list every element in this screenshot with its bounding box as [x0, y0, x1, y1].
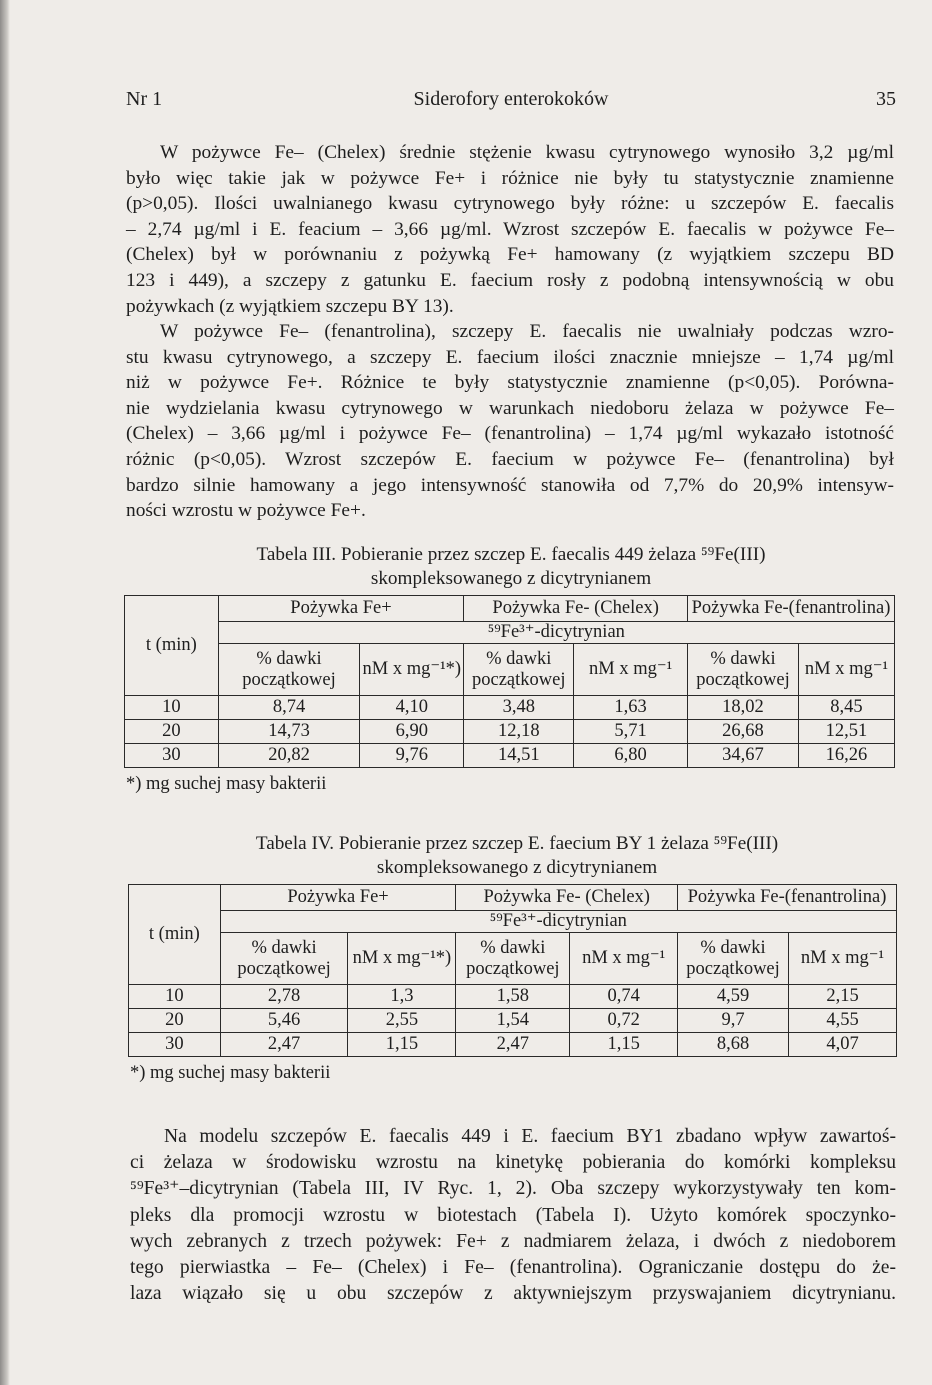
- caption-line: skompleksowanego z dicytrynianem: [376, 857, 658, 878]
- pct-dose-line: początkowej: [237, 958, 331, 979]
- table-cell: 1,15: [348, 1033, 456, 1057]
- table-cell: 4,10: [360, 696, 464, 720]
- table-cell: 5,71: [574, 720, 688, 744]
- table-cell: 26,68: [687, 720, 798, 744]
- text-line: stu kwasu cytrynowego, a szczepy E. faecium ilości znacznie mniejsze – 1,74 µg/ml: [126, 346, 894, 368]
- table-cell: 16,26: [798, 744, 894, 768]
- pct-dose-line: % dawki: [486, 648, 552, 669]
- nm-header: nM x mg⁻¹*): [360, 644, 464, 696]
- table-cell: 30: [129, 1033, 221, 1057]
- table-cell: 18,02: [687, 696, 798, 720]
- table-cell: 4,55: [789, 1009, 897, 1033]
- table-cell: 3,48: [464, 696, 574, 720]
- table-cell: 9,7: [678, 1009, 789, 1033]
- t-min-header: t (min): [125, 596, 219, 696]
- text-line: nie wydzielania kwasu cytrynowego w warunkach niedoboru żelaza w pożywce Fe–: [126, 397, 894, 419]
- pct-dose-line: % dawki: [700, 937, 766, 958]
- pct-dose-header: [456, 933, 570, 985]
- table-4-caption: [132, 832, 902, 880]
- table-cell: 2,47: [456, 1033, 570, 1057]
- complex-subtitle: ⁵⁹Fe³⁺-dicytrynian: [220, 911, 896, 933]
- table-row: [125, 720, 895, 744]
- table-cell: 10: [125, 696, 219, 720]
- pct-dose-line: początkowej: [472, 669, 566, 690]
- medium-header: Pożywka Fe+: [220, 885, 456, 911]
- issue-number: Nr 1: [126, 88, 163, 110]
- table-cell: 2,55: [348, 1009, 456, 1033]
- pct-dose-line: % dawki: [256, 648, 322, 669]
- text-line: wych zebranych z trzech pożywek: Fe+ z nadmiarem żelaza, i dwóch z niedoborem: [130, 1230, 896, 1252]
- table-row: [129, 1009, 897, 1033]
- table-cell: 4,07: [789, 1033, 897, 1057]
- table-cell: 4,59: [678, 985, 789, 1009]
- nm-header: nM x mg⁻¹*): [348, 933, 456, 985]
- text-line: ności wzrostu w pożywce Fe+.: [126, 500, 366, 522]
- text-line: W pożywce Fe– (Chelex) średnie stężenie kwasu cytrynowego wynosiło 3,2 µg/ml: [160, 142, 894, 163]
- text-line: (p>0,05). Ilości uwalnianego kwasu cytrynowego były różne: u szczepów E. faecalis: [126, 193, 894, 215]
- table-3-footnote: *) mg suchej masy bakterii: [126, 774, 327, 794]
- table-cell: 12,51: [798, 720, 894, 744]
- table-cell: 14,51: [464, 744, 574, 768]
- medium-header: Pożywka Fe+: [218, 596, 464, 622]
- running-title: Siderofory enterokoków: [413, 88, 609, 110]
- table-cell: 30: [125, 744, 219, 768]
- table-cell: 1,3: [348, 985, 456, 1009]
- pct-dose-line: % dawki: [710, 648, 776, 669]
- text-line: niż w pożywce Fe+. Różnice te były statystycznie znamienne (p<0,05). Porówna-: [126, 372, 894, 394]
- table-cell: 6,80: [574, 744, 688, 768]
- pct-dose-line: początkowej: [242, 669, 336, 690]
- text-line: było więc takie jak w pożywce Fe+ i różnice nie były tu statystycznie znamienne: [126, 167, 894, 189]
- table-cell: 5,46: [220, 1009, 348, 1033]
- medium-header: Pożywka Fe- (Chelex): [464, 596, 688, 622]
- table-cell: 2,78: [220, 985, 348, 1009]
- text-line: – 2,74 µg/ml i E. feacium – 3,66 µg/ml. Wzrost szczepów E. faecalis w pożywce Fe–: [126, 218, 894, 240]
- nm-header: nM x mg⁻¹: [798, 644, 894, 696]
- text-line: pożywkach (z wyjątkiem szczepu BY 13).: [126, 295, 454, 317]
- running-header: [126, 88, 896, 114]
- table-row: [129, 985, 897, 1009]
- table-cell: 6,90: [360, 720, 464, 744]
- body-paragraph-2: [126, 319, 894, 524]
- table-cell: 14,73: [218, 720, 360, 744]
- pct-dose-header: [218, 644, 360, 696]
- text-line: laza wiązało się u obu szczepów z aktywniejszym przyswajaniem dicytrynianu.: [130, 1283, 896, 1305]
- table-cell: 34,67: [687, 744, 798, 768]
- text-line: (Chelex) był w porównaniu z pożywką Fe+ hamowany (z wyjątkiem szczepu BD: [126, 244, 894, 266]
- pct-dose-header: [687, 644, 798, 696]
- table-row: [125, 696, 895, 720]
- text-line: tego pierwiastka – Fe– (Chelex) i Fe– (fenantrolina). Ograniczanie dostępu do że-: [130, 1257, 896, 1279]
- table-cell: 20: [125, 720, 219, 744]
- pct-dose-header: [678, 933, 789, 985]
- page-binding-shadow: [0, 0, 10, 1385]
- text-line: różnic (p<0,05). Wzrost szczepów E. faecium w pożywce Fe– (fenantrolina) był: [126, 448, 894, 470]
- table-cell: 10: [129, 985, 221, 1009]
- table-cell: 2,15: [789, 985, 897, 1009]
- pct-dose-line: początkowej: [686, 958, 780, 979]
- table-cell: 9,76: [360, 744, 464, 768]
- table-cell: 8,68: [678, 1033, 789, 1057]
- table-cell: 12,18: [464, 720, 574, 744]
- table-row: [129, 1033, 897, 1057]
- table-cell: 1,54: [456, 1009, 570, 1033]
- pct-dose-line: początkowej: [466, 958, 560, 979]
- text-line: Na modelu szczepów E. faecalis 449 i E. faecium BY1 zbadano wpływ zawartoś-: [164, 1126, 896, 1147]
- caption-line: Tabela IV. Pobieranie przez szczep E. faecium BY 1 żelaza ⁵⁹Fe(III): [255, 833, 779, 854]
- body-paragraph-1: [126, 140, 894, 319]
- page-number: 35: [876, 88, 896, 110]
- text-line: ⁵⁹Fe³⁺–dicytrynian (Tabela III, IV Ryc. 1, 2). Oba szczepy wykorzystywały ten kom-: [130, 1178, 896, 1200]
- text-line: 123 i 449), a szczepy z gatunku E. faecium rosły z podobną intensywnością w obu: [126, 269, 894, 291]
- pct-dose-line: początkowej: [696, 669, 790, 690]
- nm-header: nM x mg⁻¹: [570, 933, 678, 985]
- table-cell: 1,15: [570, 1033, 678, 1057]
- table-4-footnote: *) mg suchej masy bakterii: [130, 1063, 331, 1083]
- t-min-header: t (min): [129, 885, 221, 985]
- caption-line: Tabela III. Pobieranie przez szczep E. faecalis 449 żelaza ⁵⁹Fe(III): [256, 544, 766, 565]
- pct-dose-line: % dawki: [480, 937, 546, 958]
- table-cell: 1,58: [456, 985, 570, 1009]
- table-cell: 8,74: [218, 696, 360, 720]
- pct-dose-header: [464, 644, 574, 696]
- text-line: (Chelex) – 3,66 µg/ml i pożywce Fe– (fenantrolina) – 1,74 µg/ml wykazało istotność: [126, 423, 894, 445]
- table-cell: 2,47: [220, 1033, 348, 1057]
- nm-header: nM x mg⁻¹: [574, 644, 688, 696]
- body-paragraph-3: [130, 1124, 896, 1307]
- text-line: bardzo silnie hamowany a jego intensywność stanowiła od 7,7% do 20,9% intensyw-: [126, 474, 894, 496]
- medium-header: Pożywka Fe-(fenantrolina): [687, 596, 894, 622]
- pct-dose-header: [220, 933, 348, 985]
- table-cell: 0,72: [570, 1009, 678, 1033]
- complex-subtitle: ⁵⁹Fe³⁺-dicytrynian: [218, 622, 894, 644]
- table-row: [125, 744, 895, 768]
- text-line: ci żelaza w środowisku wzrostu na kinetykę pobierania do komórki kompleksu: [130, 1152, 896, 1174]
- medium-header: Pożywka Fe-(fenantrolina): [678, 885, 897, 911]
- table-cell: 8,45: [798, 696, 894, 720]
- medium-header: Pożywka Fe- (Chelex): [456, 885, 678, 911]
- table-3-caption: [126, 543, 896, 591]
- table-cell: 1,63: [574, 696, 688, 720]
- table-cell: 20,82: [218, 744, 360, 768]
- table-3: [124, 595, 895, 768]
- table-cell: 20: [129, 1009, 221, 1033]
- text-line: pleks dla promocji wzrostu w biotestach (Tabela I). Użyto komórek spoczynko-: [130, 1204, 896, 1226]
- pct-dose-line: % dawki: [251, 937, 317, 958]
- text-line: W pożywce Fe– (fenantrolina), szczepy E. faecalis nie uwalniały podczas wzro-: [160, 321, 894, 342]
- nm-header: nM x mg⁻¹: [789, 933, 897, 985]
- table-cell: 0,74: [570, 985, 678, 1009]
- table-4: [128, 884, 897, 1057]
- caption-line: skompleksowanego z dicytrynianem: [370, 568, 652, 589]
